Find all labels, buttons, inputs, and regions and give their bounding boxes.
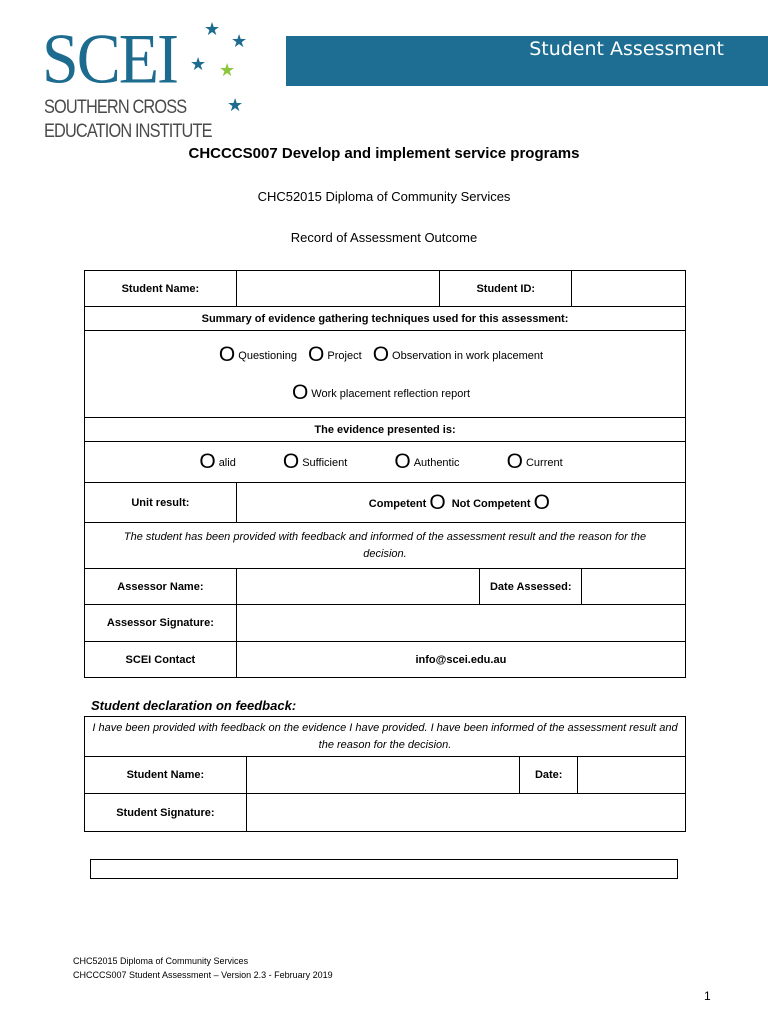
logo-line-2: EDUCATION INSTITUTE	[44, 121, 212, 142]
evidence-presented-label: The evidence presented is:	[85, 418, 686, 442]
blank-field-box[interactable]	[90, 859, 678, 879]
page-number: 1	[704, 989, 711, 1003]
star-icon: ★	[190, 54, 207, 74]
declaration-student-name-label: Student Name:	[85, 757, 247, 794]
star-icon: ★	[227, 95, 244, 115]
declaration-date-field[interactable]	[578, 757, 686, 794]
current-option[interactable]: O Current	[506, 450, 563, 473]
date-assessed-field[interactable]	[582, 569, 686, 605]
date-assessed-label: Date Assessed:	[480, 569, 582, 605]
declaration-heading: Student declaration on feedback:	[91, 698, 297, 713]
student-name-field[interactable]	[236, 271, 440, 307]
header-banner	[286, 36, 768, 86]
declaration-date-label: Date:	[520, 757, 578, 794]
declaration-student-signature-label: Student Signature:	[85, 794, 247, 832]
unit-result-cell	[236, 483, 685, 523]
scei-logo	[40, 18, 255, 143]
observation-option[interactable]: O Observation in work placement	[372, 343, 544, 366]
footer-course: CHC52015 Diploma of Community Services	[73, 956, 249, 966]
authentic-option[interactable]: O Authentic	[394, 450, 460, 473]
student-id-field[interactable]	[572, 271, 686, 307]
evidence-summary-label: Summary of evidence gathering techniques used for this assessment:	[85, 307, 686, 331]
sufficient-option[interactable]: O Sufficient	[282, 450, 348, 473]
feedback-note: The student has been provided with feedback and informed of the assessment result and the reason for the decision.	[85, 523, 686, 569]
unit-title: CHCCCS007 Develop and implement service programs	[188, 145, 580, 162]
banner-title: Student Assessment	[529, 38, 724, 60]
star-icon: ★	[219, 60, 236, 80]
footer-version: CHCCCS007 Student Assessment – Version 2.3 - February 2019	[73, 970, 333, 980]
course-title: CHC52015 Diploma of Community Services	[257, 189, 511, 204]
project-option[interactable]: O Project	[308, 343, 362, 366]
questioning-option[interactable]: O Questioning	[218, 343, 297, 366]
scei-contact-email[interactable]: info@scei.edu.au	[236, 642, 685, 678]
star-icon: ★	[231, 31, 248, 51]
declaration-table	[84, 716, 686, 832]
competent-option[interactable]: Competent O	[368, 490, 446, 514]
unit-result-label: Unit result:	[85, 483, 237, 523]
assessment-outcome-table	[84, 270, 686, 569]
assessor-signature-field[interactable]	[236, 605, 685, 642]
student-name-label: Student Name:	[85, 271, 237, 307]
assessor-name-field[interactable]	[236, 569, 480, 605]
record-title: Record of Assessment Outcome	[290, 230, 478, 245]
scei-contact-label: SCEI Contact	[85, 642, 237, 678]
evidence-qualities-cell	[85, 442, 686, 483]
logo-wordmark: SCEI	[42, 19, 178, 99]
techniques-cell	[85, 331, 686, 418]
declaration-student-name-field[interactable]	[246, 757, 519, 794]
declaration-student-signature-field[interactable]	[246, 794, 685, 832]
logo-line-1: SOUTHERN CROSS	[44, 97, 187, 118]
star-icon: ★	[204, 19, 221, 39]
assessor-table	[84, 568, 686, 678]
not-competent-option[interactable]: Not Competent O	[451, 490, 550, 514]
assessor-name-label: Assessor Name:	[85, 569, 237, 605]
student-id-label: Student ID:	[440, 271, 572, 307]
assessor-signature-label: Assessor Signature:	[85, 605, 237, 642]
declaration-statement: I have been provided with feedback on the evidence I have provided. I have been informed of the assessment result and the reason for the decision.	[85, 717, 686, 757]
reflection-report-option[interactable]: O Work placement reflection report	[291, 381, 471, 404]
valid-option[interactable]: O alid	[199, 450, 236, 473]
